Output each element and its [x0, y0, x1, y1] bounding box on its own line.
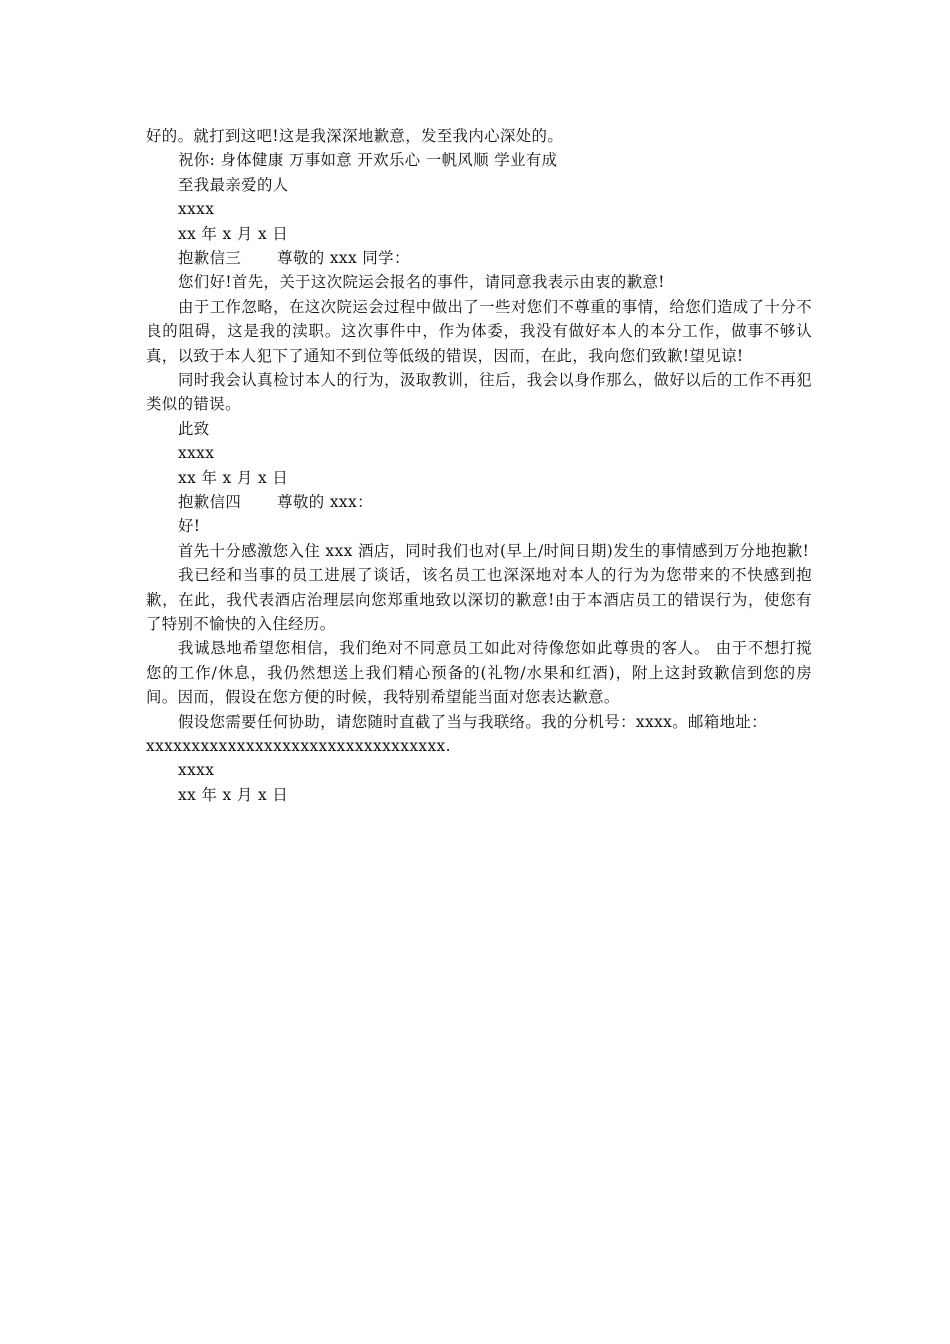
letter4-heading-row	[146, 490, 812, 514]
letter4-paragraph-4-line-1: 假设您需要任何协助，请您随时直截了当与我联络。我的分机号：xxxx。邮箱地址：	[178, 712, 767, 731]
letter4-paragraph-1: 首先十分感激您入住 xxx 酒店，同时我们也对(早上/时间日期)发生的事情感到万分地抱歉!	[178, 541, 810, 560]
letter4-greeting: 好!	[178, 517, 201, 536]
letter4-paragraph-3: 我诚恳地希望您相信，我们绝对不同意员工如此对待像您如此尊贵的客人。 由于不想打搅您的工作/休息，我仍然想送上我们精心预备的(礼物/水果和红酒)，附上这封致歉信到您的房间。因而，假设在您方便的时候，我特别希望能当面对您表达歉意。	[146, 639, 812, 707]
letter4-email-address: xxxxxxxxxxxxxxxxxxxxxxxxxxxxxxxxx.	[146, 736, 451, 755]
letter3-paragraph-2: 同时我会认真检讨本人的行为，汲取教训，往后，我会以身作那么，做好以后的工作不再犯类似的错误。	[146, 370, 812, 414]
letter3-salutation: 尊敬的 xxx 同学：	[277, 248, 410, 267]
letter3-greeting: 您们好!首先，关于这次院运会报名的事件，请同意我表示由衷的歉意!	[178, 273, 665, 292]
date-line: xx 年 x 月 x 日	[178, 224, 289, 243]
letter3-date: xx 年 x 月 x 日	[178, 468, 289, 487]
wishes-line: 祝你: 身体健康 万事如意 开欢乐心 一帆风顺 学业有成	[178, 151, 558, 170]
letter4-date: xx 年 x 月 x 日	[178, 785, 289, 804]
letter4-paragraph-2: 我已经和当事的员工进展了谈话，该名员工也深深地对本人的行为为您带来的不快感到抱歉，在此，我代表酒店治理层向您郑重地致以深切的歉意!由于本酒店员工的错误行为，使您有了特别不愉快的入住经历。	[146, 566, 812, 633]
text-line: 好的。就打到这吧!这是我深深地歉意，发至我内心深处的。	[146, 127, 564, 145]
letter3-signature: xxxx	[178, 444, 215, 463]
letter3-heading: 抱歉信三	[178, 248, 242, 267]
document-page	[146, 124, 812, 807]
letter3-heading-row	[146, 246, 812, 270]
letter4-salutation: 尊敬的 xxx：	[277, 492, 373, 511]
letter4-signature: xxxx	[178, 761, 215, 780]
signature-line: xxxx	[178, 200, 215, 219]
letter3-paragraph-1: 由于工作忽略，在这次院运会过程中做出了一些对您们不尊重的事情，给您们造成了十分不良的阻碍，这是我的渎职。这次事件中，作为体委，我没有做好本人的本分工作，做事不够认真，以致于本人犯下了通知不到位等低级的错误，因而，在此，我向您们致歉!望见谅!	[146, 297, 812, 365]
letter4-heading: 抱歉信四	[178, 492, 242, 511]
letter3-closing: 此致	[178, 419, 210, 438]
recipient-line: 至我最亲爱的人	[178, 175, 289, 194]
